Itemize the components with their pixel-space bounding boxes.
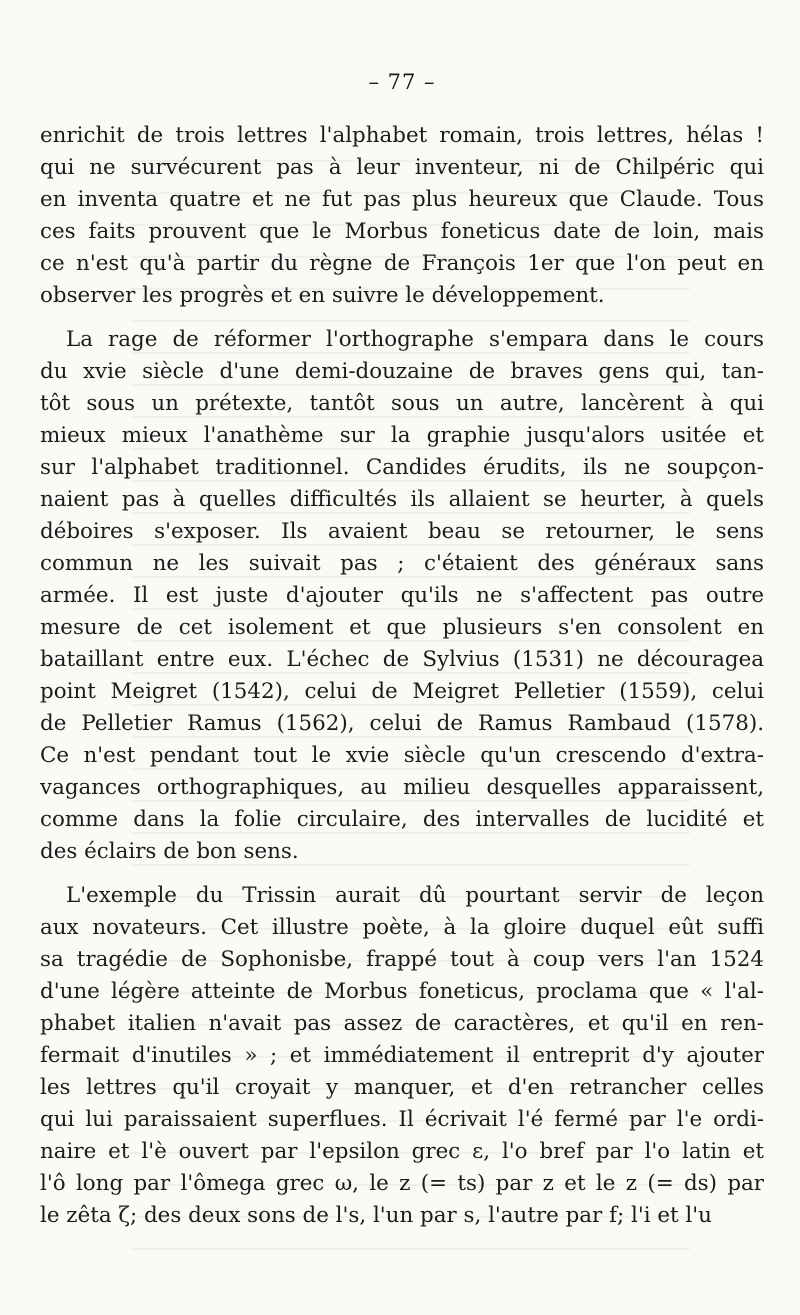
- text-line: commun ne les suivait pas ; c'étaient des généraux sans: [40, 551, 764, 576]
- page-number: – 77 –: [368, 70, 436, 94]
- text-line: du xvie siècle d'une demi-douzaine de braves gens qui, tan-: [40, 359, 764, 384]
- paragraph: [40, 880, 764, 1232]
- text-line: d'une légère atteinte de Morbus foneticus, proclama que « l'al-: [40, 979, 764, 1004]
- paragraph: [40, 120, 764, 312]
- text-line: de Pelletier Ramus (1562), celui de Ramus Rambaud (1578).: [40, 711, 764, 736]
- text-line: qui lui paraissaient superflues. Il écrivait l'é fermé par l'e ordi-: [40, 1107, 764, 1132]
- text-line: point Meigret (1542), celui de Meigret Pelletier (1559), celui: [40, 679, 764, 704]
- paragraph: [40, 324, 764, 868]
- text-line: comme dans la folie circulaire, des intervalles de lucidité et: [40, 807, 764, 832]
- text-line: déboires s'exposer. Ils avaient beau se retourner, le sens: [40, 519, 764, 544]
- text-line: ces faits prouvent que le Morbus foneticus date de loin, mais: [40, 219, 764, 244]
- text-line: observer les progrès et en suivre le développement.: [40, 283, 605, 308]
- text-line: le zêta ζ; des deux sons de l's, l'un par s, l'autre par f; l'i et l'u: [40, 1203, 712, 1228]
- text-line: phabet italien n'avait pas assez de caractères, et qu'il en ren-: [40, 1011, 764, 1036]
- text-line: sur l'alphabet traditionnel. Candides érudits, ils ne soupçon-: [40, 455, 764, 480]
- text-line: bataillant entre eux. L'échec de Sylvius (1531) ne découragea: [40, 647, 764, 672]
- text-line: ce n'est qu'à partir du règne de François 1er que l'on peut en: [40, 251, 764, 276]
- text-line: en inventa quatre et ne fut pas plus heureux que Claude. Tous: [40, 187, 764, 212]
- text-line: naient pas à quelles difficultés ils allaient se heurter, à quels: [40, 487, 764, 512]
- text-line: qui ne survécurent pas à leur inventeur, ni de Chilpéric qui: [40, 155, 764, 180]
- text-line: L'exemple du Trissin aurait dû pourtant servir de leçon: [66, 883, 764, 908]
- text-line: sa tragédie de Sophonisbe, frappé tout à coup vers l'an 1524: [40, 947, 764, 972]
- text-line: armée. Il est juste d'ajouter qu'ils ne s'affectent pas outre: [40, 583, 764, 608]
- body-text: [40, 120, 764, 1232]
- text-line: des éclairs de bon sens.: [40, 839, 299, 864]
- text-line: naire et l'è ouvert par l'epsilon grec ε, l'o bref par l'o latin et: [40, 1139, 764, 1164]
- text-line: tôt sous un prétexte, tantôt sous un autre, lancèrent à qui: [40, 391, 764, 416]
- text-line: Ce n'est pendant tout le xvie siècle qu'un crescendo d'extra-: [40, 743, 764, 768]
- text-line: mieux mieux l'anathème sur la graphie jusqu'alors usitée et: [40, 423, 764, 448]
- text-line: fermait d'inutiles » ; et immédiatement il entreprit d'y ajouter: [40, 1043, 764, 1068]
- text-line: mesure de cet isolement et que plusieurs s'en consolent en: [40, 615, 764, 640]
- paragraph-gap: [40, 312, 764, 324]
- text-line: les lettres qu'il croyait y manquer, et d'en retrancher celles: [40, 1075, 764, 1100]
- text-line: vagances orthographiques, au milieu desquelles apparaissent,: [40, 775, 764, 800]
- text-line: aux novateurs. Cet illustre poète, à la gloire duquel eût suffi: [40, 915, 764, 940]
- text-line: enrichit de trois lettres l'alphabet romain, trois lettres, hélas !: [40, 123, 764, 148]
- text-line: La rage de réformer l'orthographe s'empara dans le cours: [66, 327, 764, 352]
- paragraph-gap: [40, 868, 764, 880]
- text-line: l'ô long par l'ômega grec ω, le z (= ts) par z et le z (= ds) par: [40, 1171, 764, 1196]
